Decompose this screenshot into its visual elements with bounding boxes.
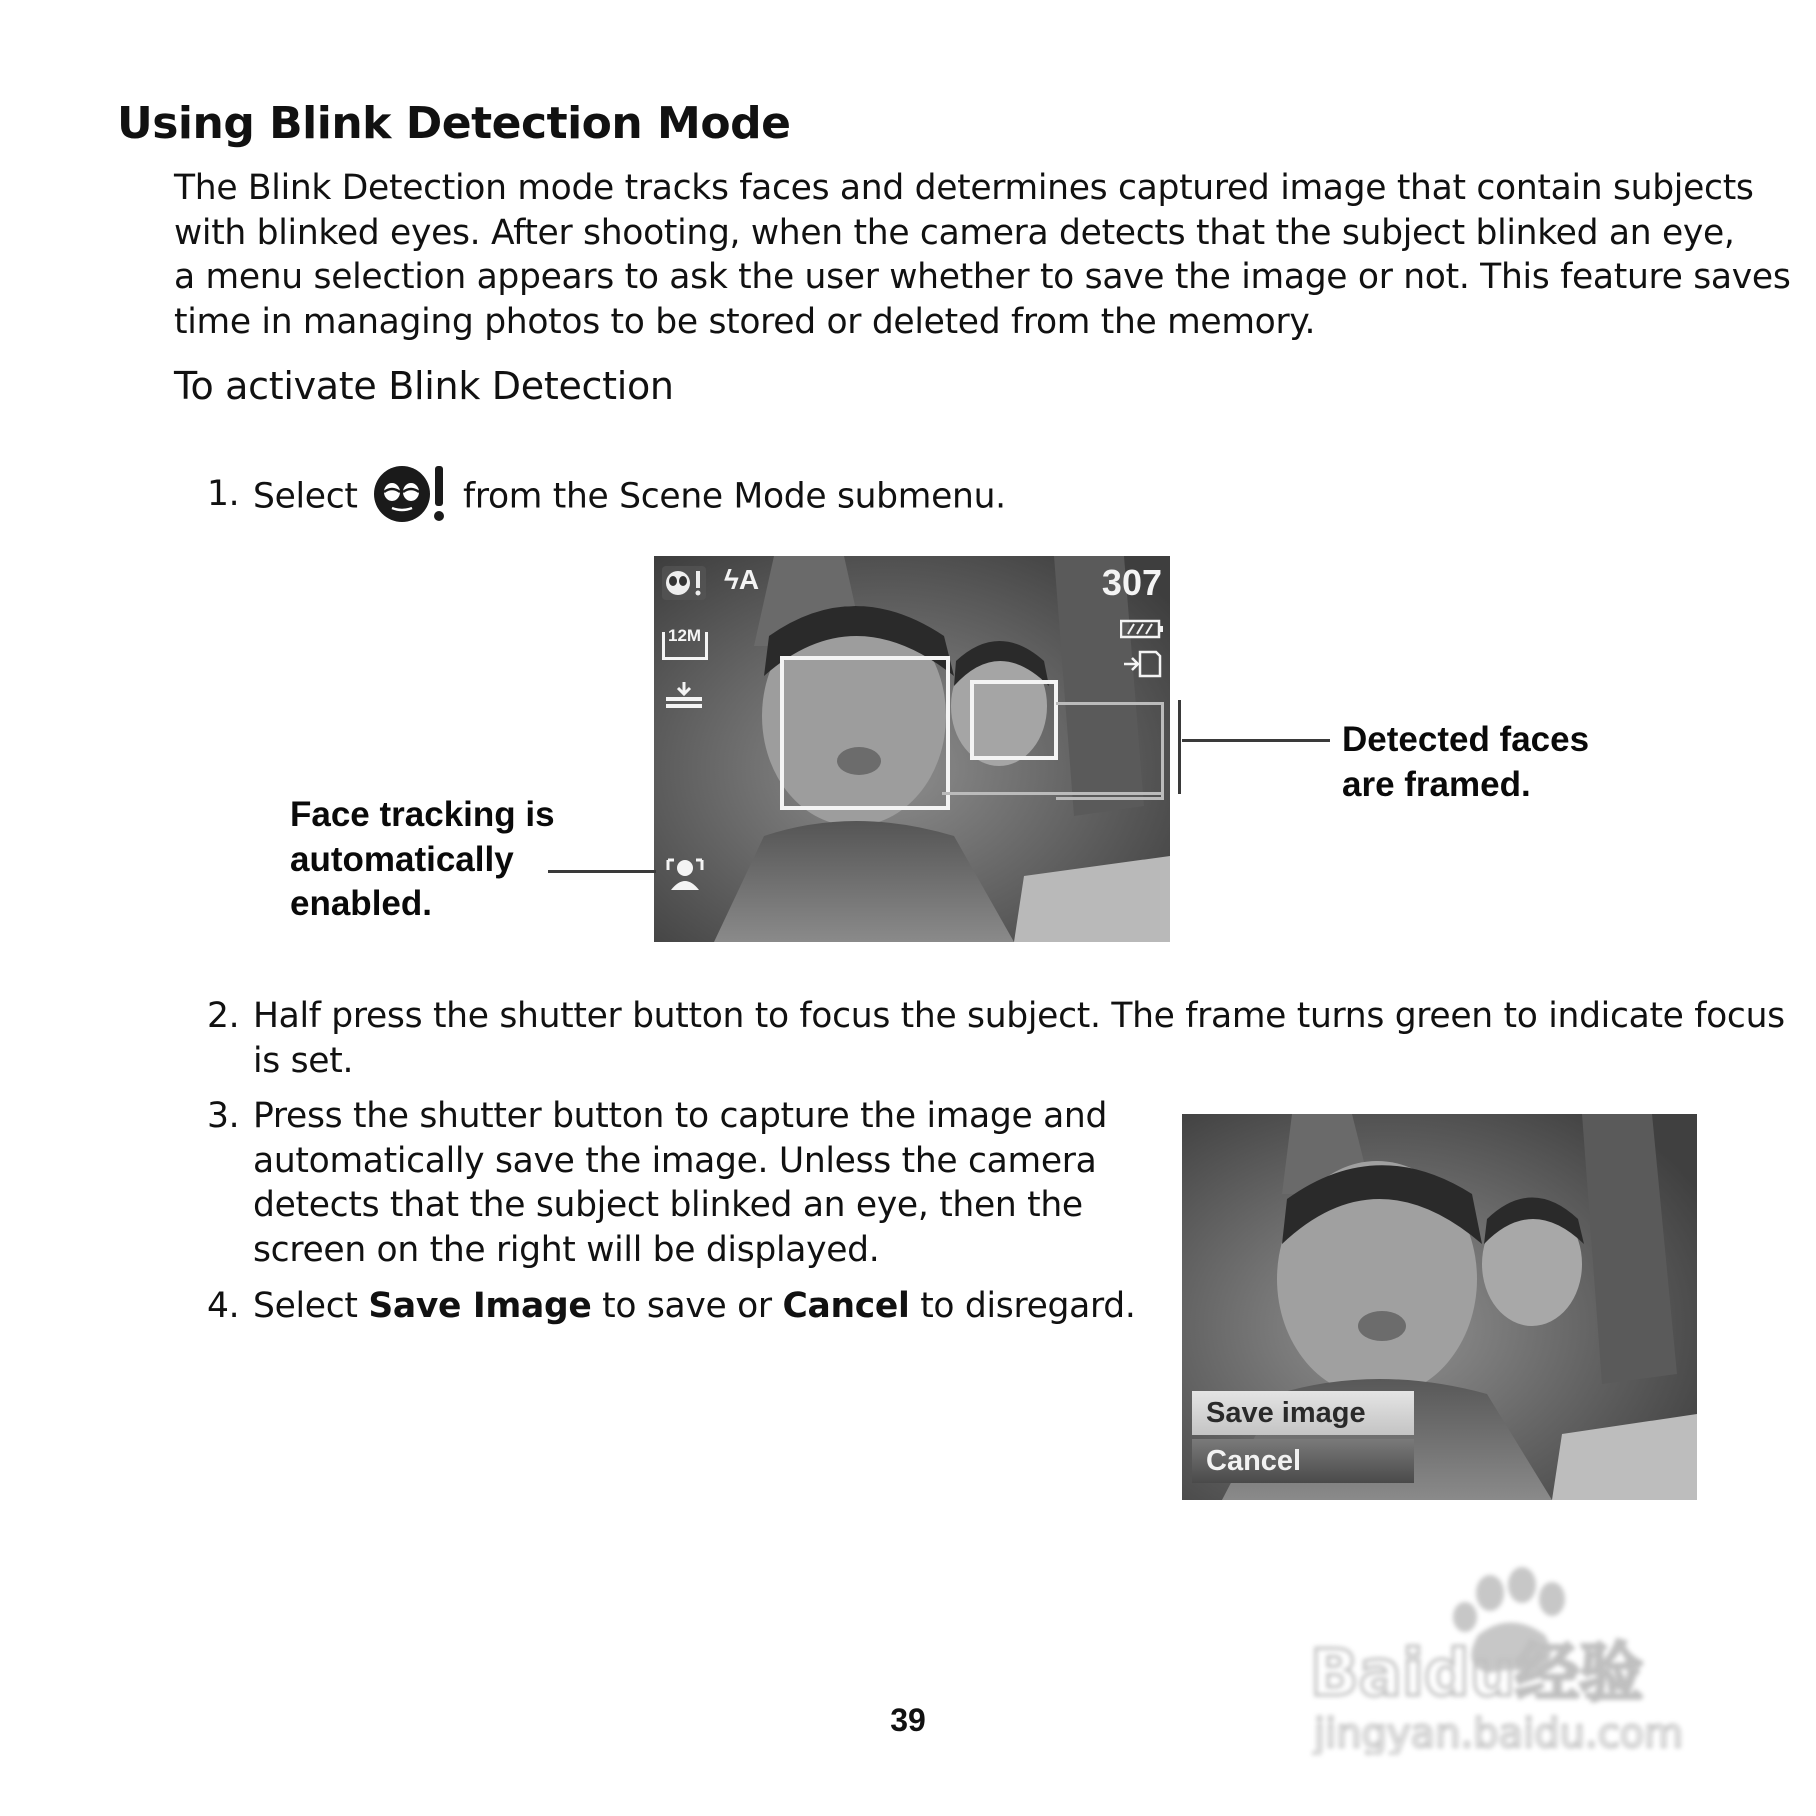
step-text: from the Scene Mode submenu. <box>462 476 1006 517</box>
step-text: Half press the shutter button to focus the subject. The frame turns green to indicate focus <box>253 996 1785 1036</box>
intro-paragraph <box>174 166 1791 344</box>
step-text: automatically save the image. Unless the camera <box>253 1140 1097 1181</box>
step-3 <box>207 1094 1107 1274</box>
step-number: 4. <box>207 1286 240 1326</box>
memory-icon <box>1122 648 1162 678</box>
intro-line: with blinked eyes. After shooting, when the camera detects that the subject blinked an eye, <box>174 212 1735 253</box>
step-text: Press the shutter button to capture the image and <box>253 1096 1108 1136</box>
callout-leader-right-bracket <box>1178 700 1181 794</box>
battery-icon <box>1120 618 1164 640</box>
flash-mode: A <box>738 564 760 595</box>
section-subheading: To activate Blink Detection <box>174 364 674 408</box>
flash-bolt-icon: ϟ <box>724 564 739 595</box>
intro-line: a menu selection appears to ask the user whether to save the image or not. This feature saves <box>174 257 1791 297</box>
camera-screen-face-tracking <box>654 556 1170 942</box>
save-image-term: Save Image <box>368 1286 592 1326</box>
step-text: detects that the subject blinked an eye, then the <box>253 1185 1083 1225</box>
face-frame-secondary <box>970 680 1058 760</box>
intro-line: The Blink Detection mode tracks faces and determines captured image that contain subjects <box>174 168 1754 208</box>
frame-bracket <box>1056 702 1164 800</box>
step-1 <box>207 472 1207 532</box>
page-number: 39 <box>890 1702 926 1738</box>
camera-screen-save-prompt <box>1182 1114 1697 1500</box>
step-number: 2. <box>207 996 240 1036</box>
resolution-value: 12M <box>668 626 702 645</box>
step-number: 3. <box>207 1096 240 1136</box>
intro-line: time in managing photos to be stored or deleted from the memory. <box>174 301 1316 342</box>
step-text: to save or <box>602 1286 772 1326</box>
watermark-sub: jingyan.baidu.com <box>1314 1711 1684 1755</box>
face-frame-primary <box>780 656 950 810</box>
callout-line: automatically <box>290 839 514 879</box>
baidu-paw-logo <box>1300 1555 1730 1755</box>
quality-icon <box>664 680 704 710</box>
callout-line: Face tracking is <box>290 795 555 834</box>
blink-detection-icon <box>372 462 448 524</box>
cancel-term: Cancel <box>782 1286 910 1326</box>
step-text: to disregard. <box>920 1286 1136 1326</box>
frame-connector <box>942 792 1162 795</box>
callout-line: Detected faces <box>1342 720 1590 759</box>
step-number: 1. <box>207 474 240 514</box>
baidu-watermark <box>1300 1555 1730 1755</box>
callout-face-tracking <box>290 793 555 927</box>
flash-auto-icon <box>724 564 759 596</box>
step-text: screen on the right will be displayed. <box>253 1229 880 1270</box>
resolution-icon <box>662 626 708 660</box>
blink-mode-icon <box>662 566 706 600</box>
step-4 <box>207 1284 1136 1329</box>
watermark-main: Baidu经验 <box>1310 1637 1644 1711</box>
callout-leader-left <box>548 870 656 873</box>
step-text: Select <box>253 1286 358 1326</box>
cancel-menu-item[interactable]: Cancel <box>1192 1439 1414 1483</box>
face-tracking-icon <box>664 856 706 892</box>
step-2 <box>207 994 1785 1084</box>
save-image-menu-item[interactable]: Save image <box>1192 1391 1414 1435</box>
shots-remaining: 307 <box>1101 562 1162 603</box>
callout-line: are framed. <box>1342 764 1531 804</box>
callout-line: enabled. <box>290 884 432 923</box>
step-text: is set. <box>253 1040 354 1081</box>
page-title: Using Blink Detection Mode <box>117 98 791 149</box>
step-text: Select <box>253 476 358 517</box>
callout-leader-right <box>1182 739 1330 742</box>
callout-detected-faces <box>1342 718 1589 807</box>
